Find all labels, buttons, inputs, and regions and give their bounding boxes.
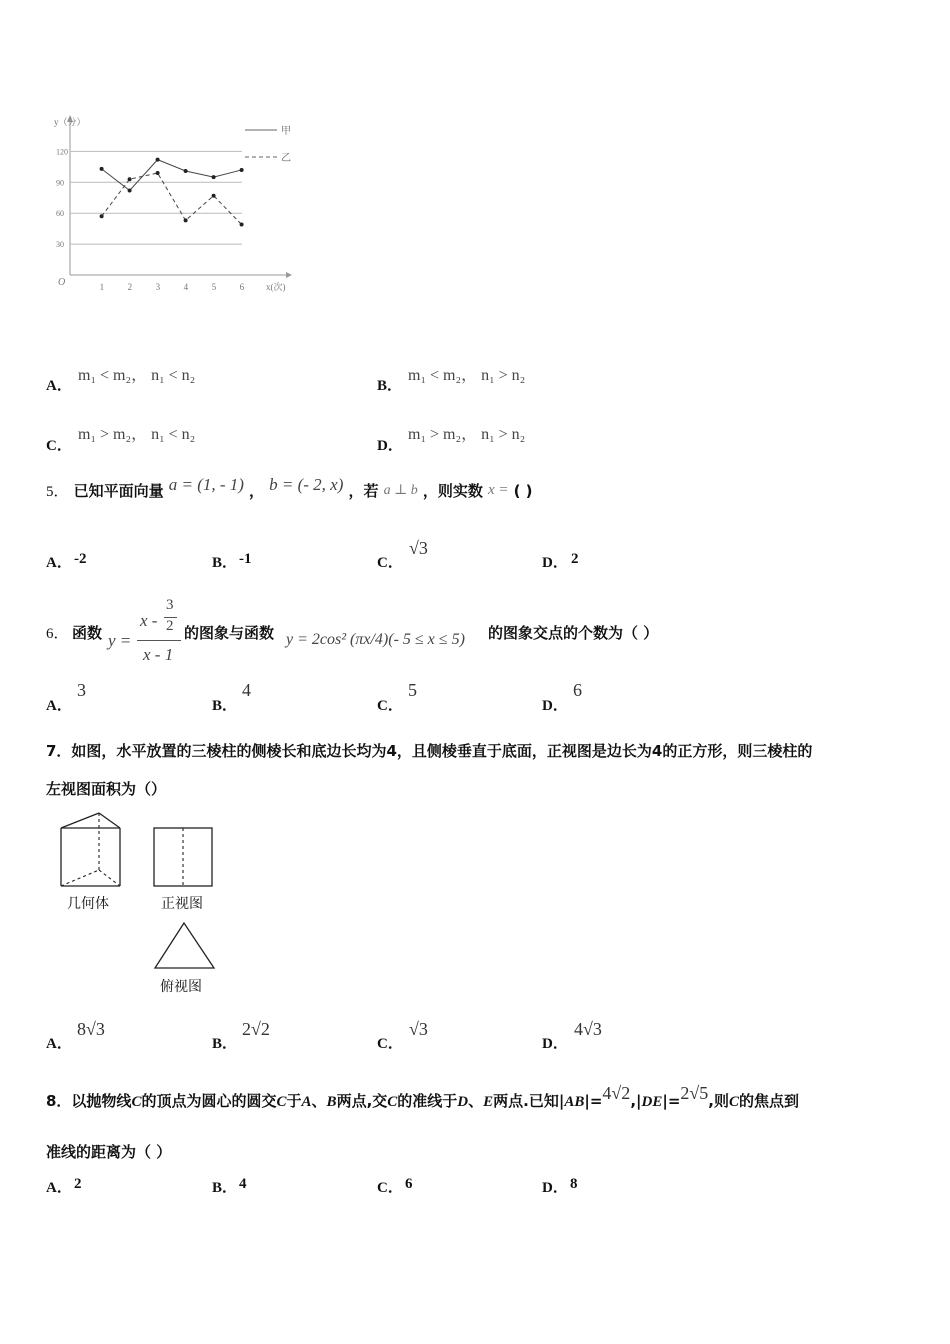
q7-solid-figure — [56, 810, 128, 892]
q4-option-d-label[interactable]: D． — [377, 438, 403, 454]
legend-label-乙: 乙 — [281, 153, 291, 164]
q7-option-a-label[interactable]: A． — [46, 1036, 72, 1052]
origin-label: O — [58, 277, 66, 288]
q5-option-a-value: -2 — [74, 551, 87, 567]
q8-var-de: DE — [641, 1094, 663, 1110]
q8-var-c-1: C — [131, 1094, 142, 1110]
q8-var-ab: AB — [564, 1094, 585, 1110]
q4-option-c-label[interactable]: C． — [46, 438, 72, 454]
q5-text-1: 已知平面向量 — [73, 482, 164, 500]
q8-var-c-3: C — [387, 1094, 398, 1110]
x-tick-label-6: 6 — [239, 282, 245, 292]
q8-var-c-4: C — [728, 1094, 739, 1110]
q5-option-d-label[interactable]: D． — [542, 555, 568, 571]
q6-denominator: x - 1 — [143, 645, 174, 664]
q6-text-3: 的图象交点的个数为（ ） — [488, 624, 659, 642]
q7-option-b-label[interactable]: B． — [212, 1036, 238, 1052]
q6-numerator: x - — [140, 611, 158, 630]
q7-solid-caption: 几何体 — [67, 896, 109, 912]
q7-top-view-figure — [152, 920, 218, 972]
q6-option-c-value: 5 — [408, 680, 417, 700]
q8-text-line-1 — [46, 1083, 800, 1111]
q8-seg-m: 、 — [468, 1092, 484, 1110]
q8-seg-t: |= — [662, 1092, 681, 1110]
q5-option-a-label[interactable]: A． — [46, 555, 72, 571]
y-tick-label-60: 60 — [56, 209, 64, 219]
q8-de-value: 2√5 — [680, 1083, 709, 1103]
q8-seg-r: ,| — [630, 1092, 642, 1110]
y-tick-label-120: 120 — [56, 147, 68, 157]
question-5 — [46, 475, 533, 501]
y-axis-label: y（分） — [54, 117, 86, 127]
q8-option-b-label[interactable]: B． — [212, 1180, 238, 1196]
q5-option-c-label[interactable]: C． — [377, 555, 403, 571]
q7-option-c-label[interactable]: C． — [377, 1036, 403, 1052]
q5-text-5: ( ) — [513, 482, 533, 500]
q5-option-b-label[interactable]: B． — [212, 555, 238, 571]
q8-ab-value: 4√2 — [602, 1083, 631, 1103]
q8-seg-k: 的准线于 — [397, 1092, 458, 1110]
q6-fraction-bar — [137, 640, 181, 641]
q6-frac-3: 3 — [166, 597, 174, 613]
q4-option-d-expr: m₁ > m₂， n₁ > n₂ — [408, 426, 526, 443]
q8-option-d-value: 8 — [570, 1176, 578, 1192]
q6-text-2: 的图象与函数 — [184, 624, 275, 642]
q8-seg-i: 两点,交 — [336, 1092, 388, 1110]
y-tick-label-30: 30 — [56, 240, 64, 250]
q7-top-view-caption: 俯视图 — [160, 979, 202, 995]
q8-text-line-2: 准线的距离为（ ） — [46, 1143, 172, 1161]
q8-var-a: A — [301, 1094, 312, 1110]
q8-seg-e: 于 — [286, 1092, 302, 1110]
q8-option-b-value: 4 — [239, 1176, 247, 1192]
q8-option-d-label[interactable]: D． — [542, 1180, 568, 1196]
q4-option-b-expr: m₁ < m₂， n₁ > n₂ — [408, 367, 526, 384]
data-point-甲-1 — [100, 167, 104, 171]
q8-seg-o: 两点.已知| — [493, 1092, 565, 1110]
q8-var-e: E — [483, 1094, 494, 1110]
q7-front-view-figure — [152, 826, 216, 890]
q8-option-c-value: 6 — [405, 1176, 413, 1192]
q4-option-a-expr: m₁ < m₂， n₁ < n₂ — [78, 367, 196, 384]
q5-number: 5． — [46, 484, 69, 500]
q8-seg-a: 8．以抛物线 — [46, 1092, 132, 1110]
data-point-甲-5 — [212, 175, 216, 179]
q5-option-b-value: -1 — [239, 551, 252, 567]
q7-option-d-label[interactable]: D． — [542, 1036, 568, 1052]
q4-option-c-expr: m₁ > m₂， n₁ < n₂ — [78, 426, 196, 443]
x-tick-label-1: 1 — [99, 282, 105, 292]
score-line-chart — [40, 110, 310, 300]
q8-seg-u: ,则 — [708, 1092, 729, 1110]
q5-condition: a ⊥ b — [383, 483, 418, 498]
data-point-乙-3 — [156, 171, 160, 175]
q8-var-d: D — [457, 1094, 469, 1110]
q8-var-b: B — [326, 1094, 337, 1110]
data-point-甲-6 — [240, 168, 244, 172]
q7-front-view-caption: 正视图 — [161, 896, 203, 912]
q8-seg-c: 的顶点为圆心的圆交 — [141, 1092, 277, 1110]
x-axis-label: x(次) — [266, 282, 286, 292]
q6-frac-2: 2 — [166, 618, 174, 634]
q8-option-c-label[interactable]: C． — [377, 1180, 403, 1196]
q6-option-b-label[interactable]: B． — [212, 698, 238, 714]
q6-number: 6． — [46, 626, 69, 642]
q6-option-a-label[interactable]: A． — [46, 698, 72, 714]
q6-option-a-value: 3 — [77, 680, 86, 700]
q8-var-c-2: C — [276, 1094, 287, 1110]
q4-option-a-label[interactable]: A． — [46, 378, 72, 394]
q8-option-a-label[interactable]: A． — [46, 1180, 72, 1196]
q7-option-b-value: 2√2 — [242, 1019, 270, 1039]
q8-seg-q: |= — [584, 1092, 603, 1110]
q7-text-line-1: 7．如图，水平放置的三棱柱的侧棱长和底边长均为4，且侧棱垂直于底面，正视图是边长为4的正方形，则三棱柱的 — [46, 742, 813, 760]
q6-text-1: 函数 — [72, 624, 103, 642]
q5-text-4: ，则实数 — [422, 482, 483, 500]
q8-seg-g: 、 — [311, 1092, 327, 1110]
data-point-乙-4 — [184, 218, 188, 222]
q6-option-b-value: 4 — [242, 680, 251, 700]
q7-option-c-value: √3 — [409, 1019, 428, 1039]
legend-label-甲: 甲 — [281, 126, 291, 137]
data-point-乙-2 — [128, 177, 132, 181]
x-tick-label-2: 2 — [127, 282, 133, 292]
q5-text-2: ， — [249, 482, 265, 500]
q6-cos-function: y = 2cos² (πx/4)(- 5 ≤ x ≤ 5) — [286, 631, 465, 648]
data-point-甲-2 — [128, 189, 132, 193]
q7-option-d-value: 4√3 — [574, 1019, 602, 1039]
q6-option-c-label[interactable]: C． — [377, 698, 403, 714]
q7-text-line-2: 左视图面积为（） — [46, 780, 167, 798]
q5-vector-a: a = (1, - 1) — [168, 475, 244, 494]
data-point-甲-4 — [184, 169, 188, 173]
q6-option-d-value: 6 — [573, 680, 582, 700]
y-tick-label-90: 90 — [56, 178, 64, 188]
q4-option-b-label[interactable]: B． — [377, 378, 403, 394]
data-point-甲-3 — [156, 158, 160, 162]
series-line-乙 — [102, 173, 242, 225]
q8-option-a-value: 2 — [74, 1176, 82, 1192]
x-tick-label-5: 5 — [211, 282, 217, 292]
q5-text-3: ，若 — [348, 482, 379, 500]
data-point-乙-1 — [100, 214, 104, 218]
data-point-乙-5 — [212, 194, 216, 198]
q8-seg-w: 的焦点到 — [739, 1092, 800, 1110]
series-line-甲 — [102, 160, 242, 191]
q6-y-eq: y = — [108, 631, 132, 650]
q5-option-d-value: 2 — [571, 551, 579, 567]
q6-option-d-label[interactable]: D． — [542, 698, 568, 714]
data-point-乙-6 — [240, 223, 244, 227]
x-tick-label-3: 3 — [155, 282, 161, 292]
x-axis-arrow — [286, 272, 292, 278]
q5-vector-b: b = (- 2, x) — [269, 475, 344, 494]
q5-variable: x = — [487, 482, 509, 498]
q5-option-c-value: √3 — [409, 538, 428, 558]
x-tick-label-4: 4 — [183, 282, 189, 292]
q7-option-a-value: 8√3 — [77, 1019, 105, 1039]
